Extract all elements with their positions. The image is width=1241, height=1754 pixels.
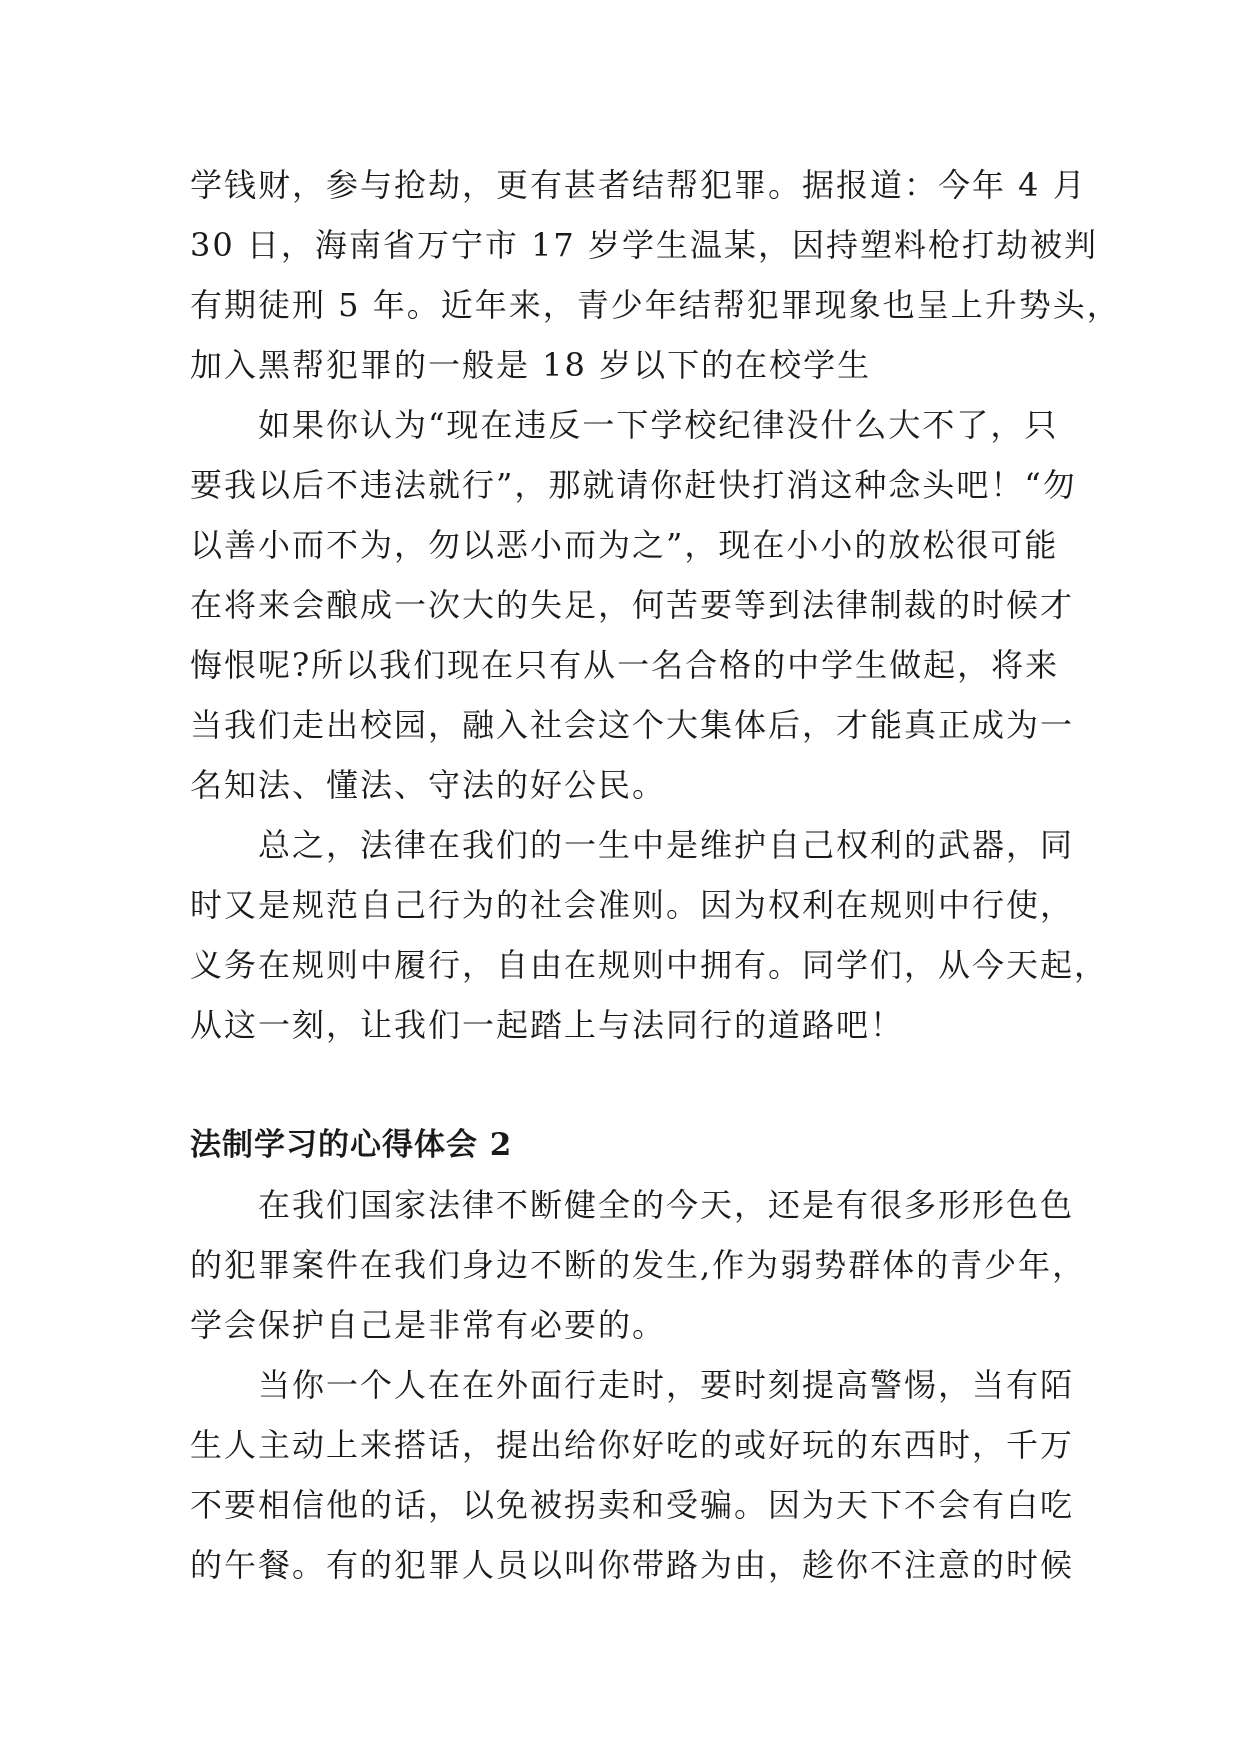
text-line: 不要相信他的话，以免被拐卖和受骗。因为天下不会有白吃 — [190, 1486, 1075, 1524]
paragraph-5 — [190, 1355, 1075, 1595]
text-line: 当我们走出校园，融入社会这个大集体后，才能真正成为一 — [190, 706, 1075, 744]
text-line: 生人主动上来搭话，提出给你好吃的或好玩的东西时，千万 — [190, 1426, 1075, 1464]
text-line: 要我以后不违法就行”，那就请你赶快打消这种念头吧！“勿 — [190, 466, 1077, 504]
text-line: 以善小而不为，勿以恶小而为之”，现在小小的放松很可能 — [190, 526, 1059, 564]
text-line: 在我们国家法律不断健全的今天，还是有很多形形色色 — [258, 1186, 1075, 1224]
text-line: 30 日，海南省万宁市 17 岁学生温某，因持塑料枪打劫被判 — [190, 226, 1098, 264]
section-spacer — [190, 1055, 1050, 1115]
paragraph-1 — [190, 155, 1121, 395]
paragraph-4 — [190, 1175, 1087, 1355]
text-line: 加入黑帮犯罪的一般是 18 岁以下的在校学生 — [190, 346, 872, 384]
text-line: 总之，法律在我们的一生中是维护自己权利的武器，同 — [258, 826, 1075, 864]
text-line: 当你一个人在在外面行走时，要时刻提高警惕，当有陌 — [258, 1366, 1075, 1404]
paragraph-2 — [190, 395, 1077, 815]
text-line: 有期徒刑 5 年。近年来，青少年结帮犯罪现象也呈上升势头， — [190, 286, 1121, 324]
text-line: 如果你认为“现在违反一下学校纪律没什么大不了，只 — [258, 406, 1059, 444]
text-line: 在将来会酿成一次大的失足，何苦要等到法律制裁的时候才 — [190, 586, 1075, 624]
paragraph-3 — [190, 815, 1109, 1055]
text-line: 悔恨呢?所以我们现在只有从一名合格的中学生做起，将来 — [190, 646, 1060, 684]
text-line: 学会保护自己是非常有必要的。 — [190, 1306, 667, 1344]
text-line: 时又是规范自己行为的社会准则。因为权利在规则中行使， — [190, 886, 1075, 924]
text-line: 的午餐。有的犯罪人员以叫你带路为由，趁你不注意的时候 — [190, 1546, 1075, 1584]
section-title: 法制学习的心得体会 2 — [190, 1127, 513, 1163]
text-line: 的犯罪案件在我们身边不断的发生,作为弱势群体的青少年， — [190, 1246, 1087, 1284]
document-page — [190, 155, 1121, 1595]
text-line: 名知法、懂法、守法的好公民。 — [190, 766, 667, 804]
text-line: 义务在规则中履行，自由在规则中拥有。同学们，从今天起， — [190, 946, 1109, 984]
text-line: 学钱财，参与抢劫，更有甚者结帮犯罪。据报道：今年 4 月 — [190, 166, 1087, 204]
text-line: 从这一刻，让我们一起踏上与法同行的道路吧！ — [190, 1006, 905, 1044]
